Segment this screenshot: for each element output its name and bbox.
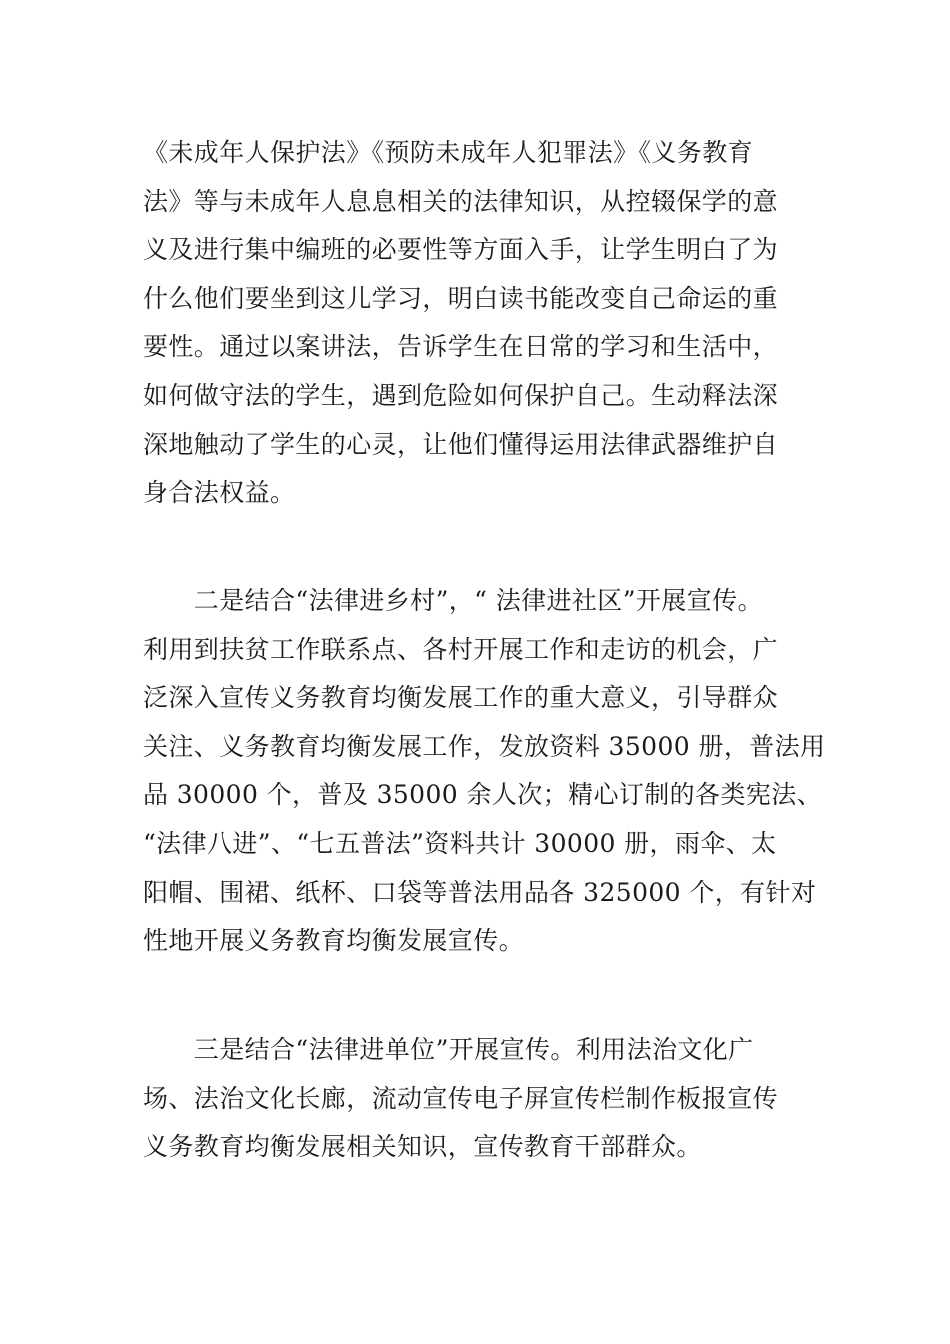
- text-line: 场、法治文化长廊，流动宣传电子屏宣传栏制作板报宣传: [143, 1083, 779, 1113]
- text-line: 如何做守法的学生，遇到危险如何保护自己。生动释法深: [143, 380, 779, 410]
- text-line: 义及进行集中编班的必要性等方面入手，让学生明白了为: [143, 235, 779, 265]
- text-line: 阳帽、围裙、纸杯、口袋等普法用品各 325000 个，有针对: [143, 877, 817, 907]
- text-line: 《未成年人保护法》《预防未成年人犯罪法》《义务教育: [143, 138, 754, 167]
- text-line: 品 30000 个，普及 35000 余人次；精心订制的各类宪法、: [143, 780, 823, 810]
- text-line: 要性。通过以案讲法，告诉学生在日常的学习和生活中，: [143, 332, 779, 362]
- text-line: 三是结合“法律进单位”开展宣传。利用法治文化广: [143, 1035, 754, 1064]
- paragraph-law-education: [143, 129, 833, 518]
- paragraph-work-units: [143, 1026, 833, 1172]
- text-line: 义务教育均衡发展相关知识，宣传教育干部群众。: [143, 1132, 702, 1162]
- text-line: 身合法权益。: [143, 478, 296, 508]
- paragraph-village-community: [143, 577, 833, 966]
- text-line: 什么他们要坐到这儿学习，明白读书能改变自己命运的重: [143, 283, 779, 313]
- text-line: 法》等与未成年人息息相关的法律知识，从控辍保学的意: [143, 186, 779, 216]
- text-line: 关注、义务教育均衡发展工作，发放资料 35000 册，普法用: [143, 731, 826, 761]
- text-line: 利用到扶贫工作联系点、各村开展工作和走访的机会，广: [143, 634, 779, 664]
- text-line: 性地开展义务教育均衡发展宣传。: [143, 926, 525, 956]
- text-line: 泛深入宣传义务教育均衡发展工作的重大意义，引导群众: [143, 683, 779, 713]
- text-line: 二是结合“法律进乡村”，“ 法律进社区”开展宣传。: [143, 586, 763, 615]
- text-line: 深地触动了学生的心灵，让他们懂得运用法律武器维护自: [143, 429, 779, 459]
- text-line: “法律八进”、“七五普法”资料共计 30000 册，雨伞、太: [143, 828, 777, 858]
